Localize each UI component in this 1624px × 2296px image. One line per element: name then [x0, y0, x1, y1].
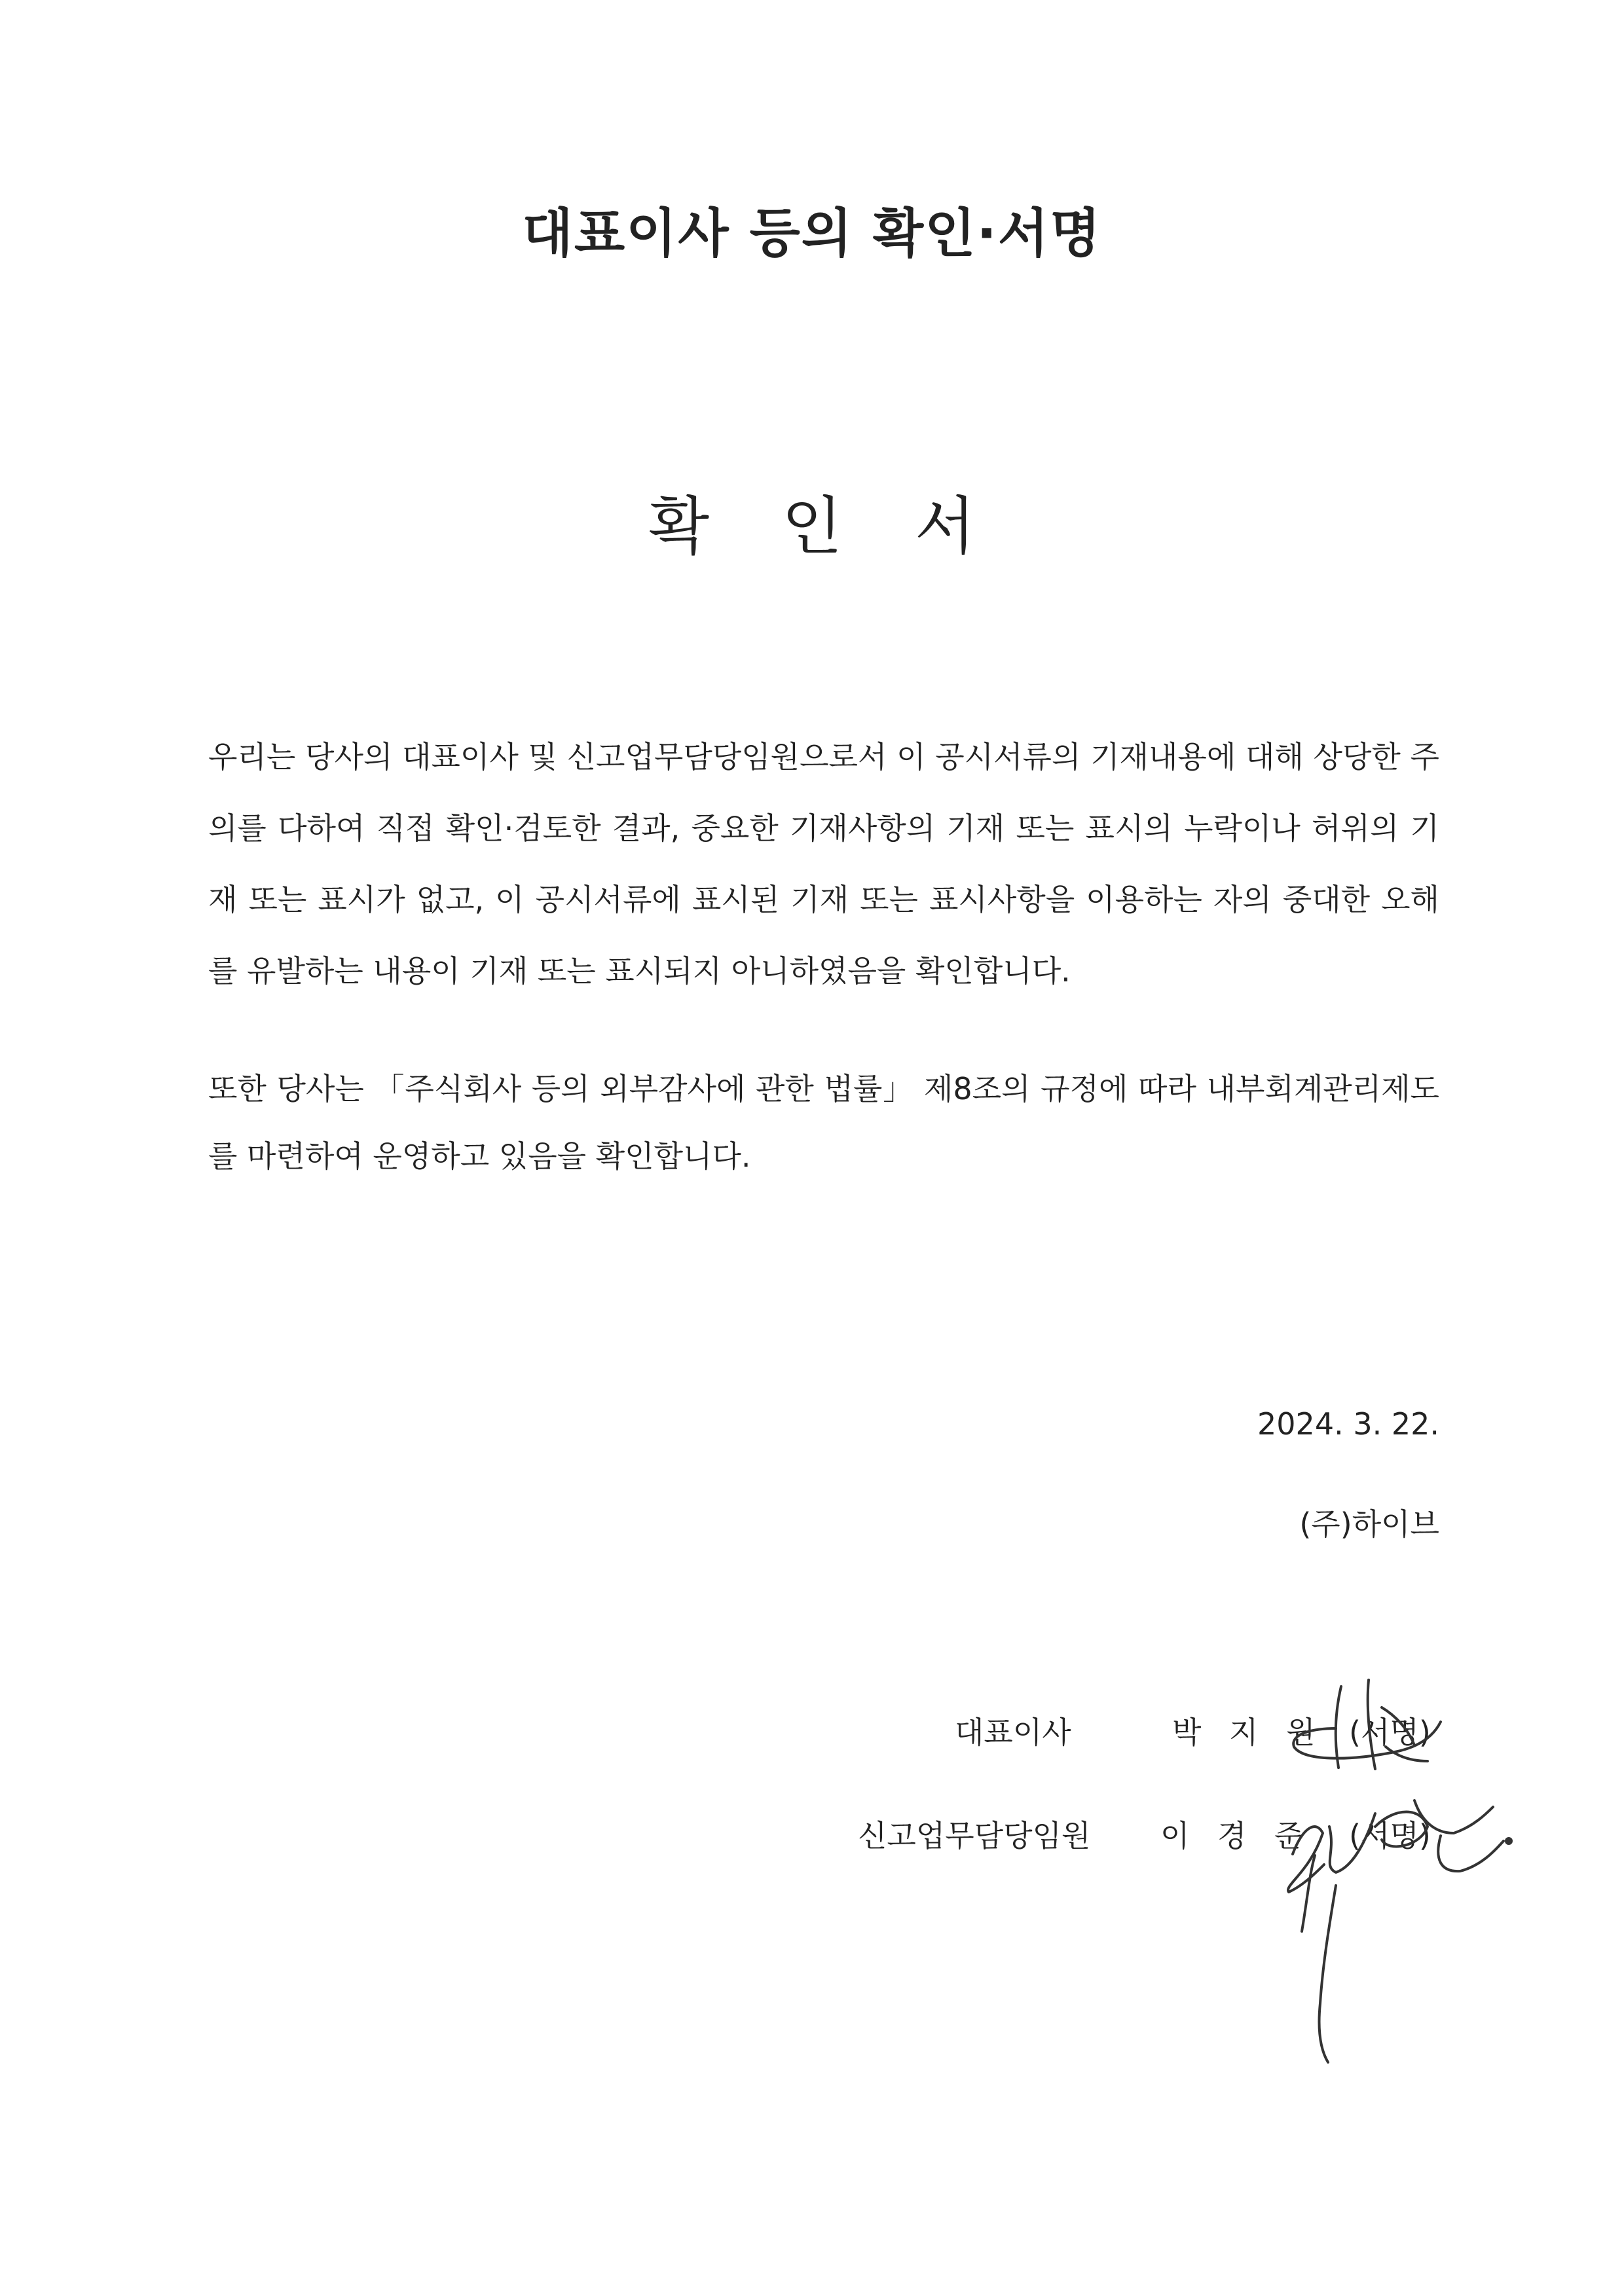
confirmation-paragraph: 우리는 당사의 대표이사 및 신고업무담당임원으로서 이 공시서류의 기재내용에 대해 상당한 주의를 다하여 직접 확인·검토한 결과, 중요한 기재사항의 기재 또는 표시의 누락이나 허위의 기재 또는 표시가 없고, 이 공시서류에 표시된 기재 또는 표시사항을 이용하는 자의 중대한 오해를 유발하는 내용이 기재 또는 표시되지 아니하였음을 확인합니다.: [208, 739, 1439, 989]
signatory-disclosure-officer: [0, 1812, 1624, 1865]
signatory-role: 신고업무담당임원: [858, 1818, 1091, 1853]
document-subtitle: 확 인 서: [648, 490, 1002, 563]
document-title: 대표이사 등의 확인·서명: [522, 203, 1102, 264]
internal-control-paragraph: 또한 당사는 「주식회사 등의 외부감사에 관한 법률」 제8조의 규정에 따라 내부회계관리제도를 마련하여 운영하고 있음을 확인합니다.: [208, 1071, 1439, 1174]
signatory-ceo: [0, 1709, 1624, 1761]
signature-mark-label: (서명): [1349, 1818, 1431, 1853]
signatory-name: 박 지 원: [1172, 1715, 1325, 1750]
signatory-name: 이 경 준: [1160, 1818, 1313, 1853]
company-name: (주)하이브: [1299, 1506, 1439, 1542]
signature-mark-label: (서명): [1349, 1715, 1431, 1750]
document-date: 2024. 3. 22.: [1257, 1406, 1439, 1442]
signatory-role: 대표이사: [955, 1715, 1071, 1750]
